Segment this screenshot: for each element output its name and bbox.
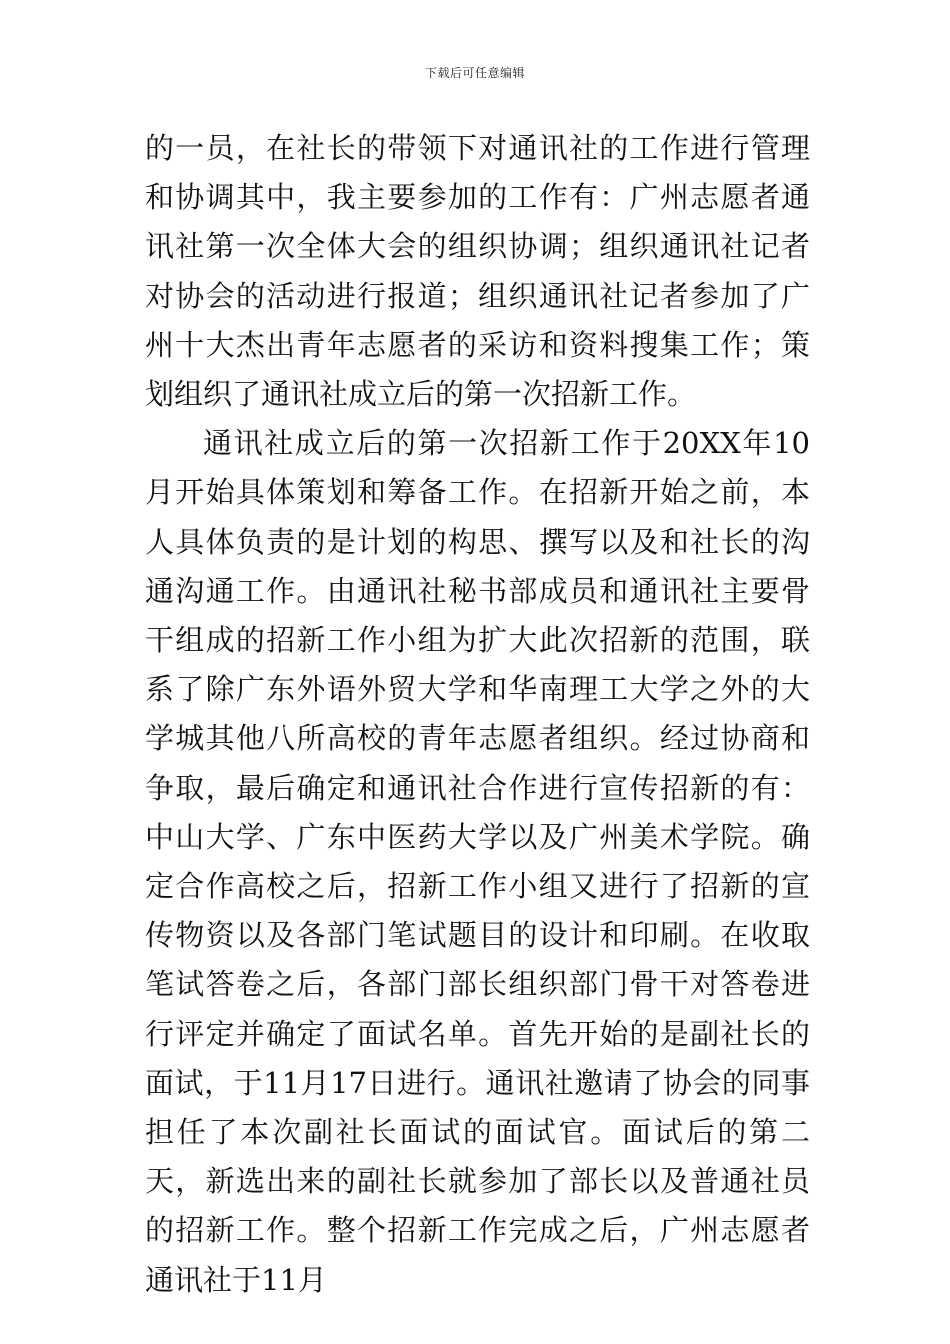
paragraph-2: 通讯社成立后的第一次招新工作于20XX年10月开始具体策划和筹备工作。在招新开始之前，本人具体负责的是计划的构思、撰写以及和社长的沟通沟通工作。由通讯社秘书部成员和通讯社主要骨干组成的招新工作小组为扩大此次招新的范围，联系了除广东外语外贸大学和华南理工大学之外的大学城其他八所高校的青年志愿者组织。经过协商和争取，最后确定和通讯社合作进行宣传招新的有：中山大学、广东中医药大学以及广州美术学院。确定合作高校之后，招新工作小组又进行了招新的宣传物资以及各部门笔试题目的设计和印刷。在收取笔试答卷之后，各部门部长组织部门骨干对答卷进行评定并确定了面试名单。首先开始的是副社长的面试，于11月17日进行。通讯社邀请了协会的同事担任了本次副社长面试的面试官。面试后的第二天，新选出来的副社长就参加了部长以及普通社员的招新工作。整个招新工作完成之后，广州志愿者通讯社于11月 bbox=[145, 426, 810, 1297]
paragraph-1: 的一员，在社长的带领下对通讯社的工作进行管理和协调其中，我主要参加的工作有：广州志愿者通讯社第一次全体大会的组织协调；组织通讯社记者对协会的活动进行报道；组织通讯社记者参加了广州十大杰出青年志愿者的采访和资料搜集工作；策划组织了通讯社成立后的第一次招新工作。 bbox=[145, 131, 810, 412]
page-header: 下载后可任意编辑 bbox=[424, 66, 525, 80]
document-body bbox=[145, 124, 810, 1305]
